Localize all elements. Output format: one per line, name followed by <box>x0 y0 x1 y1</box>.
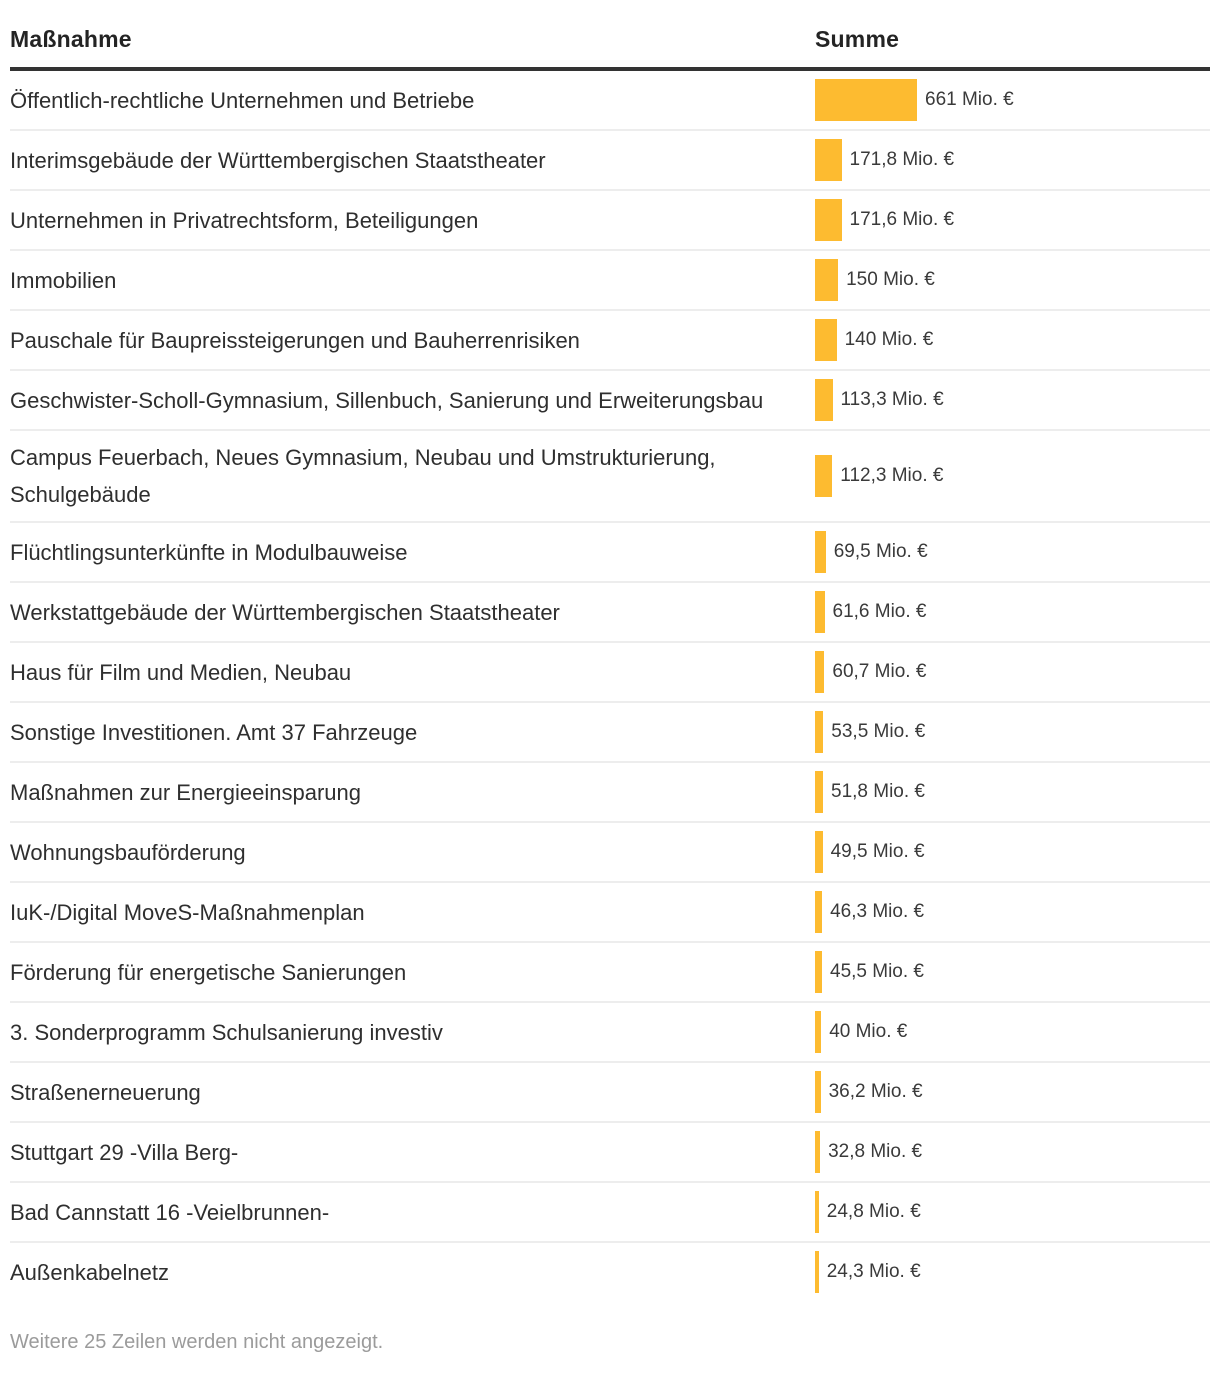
row-label: IuK-/Digital MoveS-Maßnahmenplan <box>10 899 365 925</box>
row-label: Bad Cannstatt 16 -Veielbrunnen- <box>10 1199 330 1225</box>
row-bar-cell <box>815 1131 1210 1173</box>
table-row <box>10 251 1210 311</box>
row-label: 3. Sonderprogramm Schulsanierung investiv <box>10 1019 443 1045</box>
row-bar-cell <box>815 651 1210 693</box>
row-bar-cell <box>815 951 1210 993</box>
row-value-label: 171,8 Mio. € <box>849 149 955 170</box>
row-bar-cell <box>815 79 1210 121</box>
bar <box>815 1191 819 1233</box>
row-label: Straßenerneuerung <box>10 1079 201 1105</box>
bar <box>815 831 823 873</box>
table-row <box>10 703 1210 763</box>
row-bar-cell <box>815 1011 1210 1053</box>
row-label: Maßnahmen zur Energieeinsparung <box>10 779 361 805</box>
measures-table <box>10 0 1210 1368</box>
table-row <box>10 823 1210 883</box>
bar <box>815 199 842 241</box>
row-value-label: 24,8 Mio. € <box>826 1201 921 1222</box>
table-row <box>10 1063 1210 1123</box>
table-row <box>10 431 1210 523</box>
row-value-label: 46,3 Mio. € <box>830 901 925 922</box>
footer-note: Weitere 25 Zeilen werden nicht angezeigt. <box>10 1331 384 1353</box>
row-bar-cell <box>815 455 1210 497</box>
table-row <box>10 883 1210 943</box>
table-row <box>10 371 1210 431</box>
row-value-label: 53,5 Mio. € <box>831 721 926 742</box>
bar <box>815 1071 821 1113</box>
row-label: Pauschale für Baupreissteigerungen und Bauherrenrisiken <box>10 327 580 353</box>
bar <box>815 259 838 301</box>
row-bar-cell <box>815 711 1210 753</box>
bar <box>815 379 833 421</box>
row-value-label: 113,3 Mio. € <box>840 389 944 410</box>
table-row <box>10 1003 1210 1063</box>
bar <box>815 771 823 813</box>
table-header-row <box>10 0 1210 71</box>
table-row <box>10 71 1210 131</box>
row-label: Stuttgart 29 -Villa Berg- <box>10 1139 239 1165</box>
bar <box>815 1011 821 1053</box>
table-row <box>10 643 1210 703</box>
row-bar-cell <box>815 139 1210 181</box>
row-bar-cell <box>815 1191 1210 1233</box>
row-label: Haus für Film und Medien, Neubau <box>10 659 352 685</box>
column-header-massnahme: Maßnahme <box>10 26 132 52</box>
row-bar-cell <box>815 891 1210 933</box>
row-label: Immobilien <box>10 267 117 293</box>
row-label: Geschwister-Scholl-Gymnasium, Sillenbuch, Sanierung und Erweiterungsbau <box>10 387 764 413</box>
bar <box>815 139 842 181</box>
row-label: Flüchtlingsunterkünfte in Modulbauweise <box>10 539 408 565</box>
bar <box>815 79 917 121</box>
row-bar-cell <box>815 319 1210 361</box>
row-value-label: 36,2 Mio. € <box>828 1081 923 1102</box>
table-row <box>10 311 1210 371</box>
bar <box>815 591 825 633</box>
row-label: Sonstige Investitionen. Amt 37 Fahrzeuge <box>10 719 418 745</box>
row-label: Interimsgebäude der Württembergischen Staatstheater <box>10 147 546 173</box>
row-bar-cell <box>815 831 1210 873</box>
row-bar-cell <box>815 1071 1210 1113</box>
row-label: Werkstattgebäude der Württembergischen Staatstheater <box>10 599 560 625</box>
row-bar-cell <box>815 259 1210 301</box>
row-bar-cell <box>815 1251 1210 1293</box>
bar <box>815 711 823 753</box>
bar <box>815 319 837 361</box>
row-value-label: 61,6 Mio. € <box>832 601 927 622</box>
bar <box>815 1251 819 1293</box>
row-value-label: 69,5 Mio. € <box>833 541 928 562</box>
bar <box>815 1131 820 1173</box>
row-bar-cell <box>815 531 1210 573</box>
table-row <box>10 523 1210 583</box>
table-row <box>10 763 1210 823</box>
table-row <box>10 943 1210 1003</box>
bar <box>815 951 822 993</box>
bar <box>815 651 824 693</box>
row-label: Außenkabelnetz <box>10 1259 169 1285</box>
row-bar-cell <box>815 379 1210 421</box>
row-value-label: 51,8 Mio. € <box>831 781 925 802</box>
bar <box>815 531 826 573</box>
row-value-label: 150 Mio. € <box>846 269 935 290</box>
row-bar-cell <box>815 771 1210 813</box>
row-label: Wohnungsbauförderung <box>10 839 246 865</box>
row-bar-cell <box>815 199 1210 241</box>
row-value-label: 60,7 Mio. € <box>832 661 927 682</box>
row-label: Campus Feuerbach, Neues Gymnasium, Neubau und Umstrukturierung, Schulgebäude <box>10 445 716 507</box>
table-row <box>10 1123 1210 1183</box>
column-header-summe: Summe <box>815 26 900 52</box>
bar <box>815 455 832 497</box>
row-value-label: 661 Mio. € <box>925 89 1014 110</box>
table-row <box>10 131 1210 191</box>
row-label: Förderung für energetische Sanierungen <box>10 959 407 985</box>
row-value-label: 112,3 Mio. € <box>840 465 944 486</box>
row-bar-cell <box>815 591 1210 633</box>
table-body <box>10 71 1210 1301</box>
row-value-label: 24,3 Mio. € <box>826 1261 921 1282</box>
row-value-label: 49,5 Mio. € <box>830 841 925 862</box>
row-value-label: 171,6 Mio. € <box>849 209 955 230</box>
row-value-label: 32,8 Mio. € <box>828 1141 923 1162</box>
bar <box>815 891 822 933</box>
row-value-label: 45,5 Mio. € <box>830 961 924 982</box>
table-row <box>10 1243 1210 1301</box>
table-row <box>10 583 1210 643</box>
row-value-label: 140 Mio. € <box>844 329 934 350</box>
table-row <box>10 1183 1210 1243</box>
row-label: Unternehmen in Privatrechtsform, Beteiligungen <box>10 207 479 233</box>
row-label: Öffentlich-rechtliche Unternehmen und Betriebe <box>10 87 475 113</box>
row-value-label: 40 Mio. € <box>829 1021 908 1042</box>
table-row <box>10 191 1210 251</box>
